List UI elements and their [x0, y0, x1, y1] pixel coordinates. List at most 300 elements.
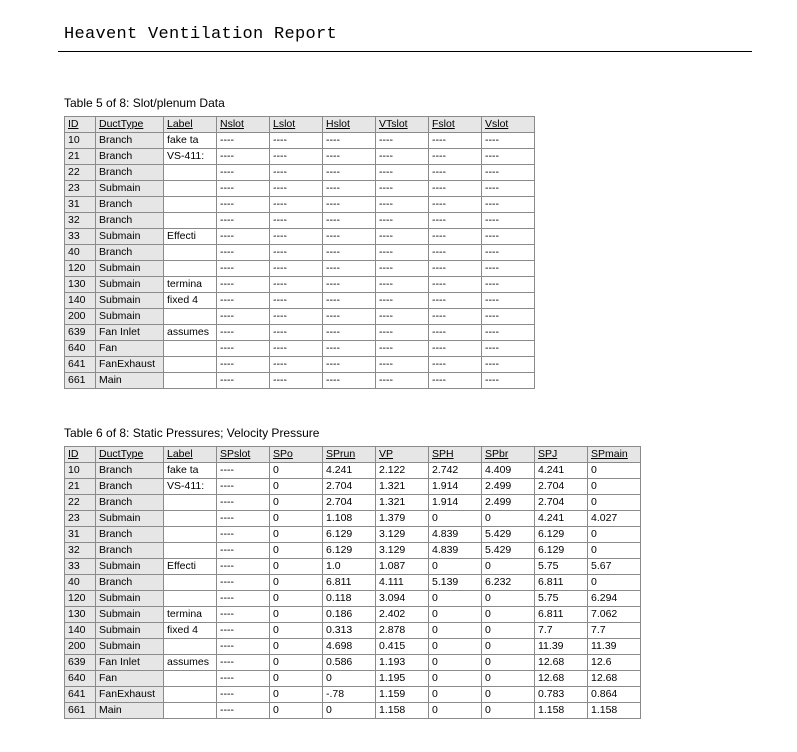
- cell-vslot: ----: [482, 149, 535, 165]
- cell-spbr: 0: [482, 703, 535, 719]
- cell-ducttype: Branch: [96, 165, 164, 181]
- cell-ducttype: Branch: [96, 527, 164, 543]
- cell-spo: 0: [270, 591, 323, 607]
- cell-label: [164, 591, 217, 607]
- cell-vtslot: ----: [376, 213, 429, 229]
- cell-vp: 1.159: [376, 687, 429, 703]
- cell-vslot: ----: [482, 197, 535, 213]
- cell-label: [164, 357, 217, 373]
- cell-spo: 0: [270, 655, 323, 671]
- column-header-vslot: Vslot: [482, 117, 535, 133]
- cell-fslot: ----: [429, 357, 482, 373]
- cell-id: 640: [65, 341, 96, 357]
- cell-label: VS-411:: [164, 149, 217, 165]
- table-row: [65, 325, 535, 341]
- cell-vslot: ----: [482, 357, 535, 373]
- cell-spo: 0: [270, 639, 323, 655]
- cell-spslot: ----: [217, 623, 270, 639]
- cell-ducttype: Branch: [96, 543, 164, 559]
- cell-nslot: ----: [217, 277, 270, 293]
- cell-fslot: ----: [429, 341, 482, 357]
- table-row: [65, 639, 641, 655]
- cell-ducttype: Branch: [96, 149, 164, 165]
- cell-spj: 6.811: [535, 607, 588, 623]
- cell-lslot: ----: [270, 133, 323, 149]
- cell-vtslot: ----: [376, 149, 429, 165]
- cell-ducttype: Submain: [96, 293, 164, 309]
- cell-sph: 5.139: [429, 575, 482, 591]
- column-header-spbr: SPbr: [482, 447, 535, 463]
- cell-label: assumes: [164, 655, 217, 671]
- cell-ducttype: Branch: [96, 479, 164, 495]
- cell-ducttype: Fan Inlet: [96, 325, 164, 341]
- cell-id: 661: [65, 373, 96, 389]
- table-row: [65, 575, 641, 591]
- cell-sph: 4.839: [429, 543, 482, 559]
- cell-sprun: 1.108: [323, 511, 376, 527]
- cell-id: 200: [65, 309, 96, 325]
- cell-id: 130: [65, 277, 96, 293]
- cell-sprun: 2.704: [323, 479, 376, 495]
- cell-vslot: ----: [482, 325, 535, 341]
- cell-sph: 0: [429, 511, 482, 527]
- cell-sph: 0: [429, 671, 482, 687]
- cell-id: 40: [65, 245, 96, 261]
- cell-ducttype: Fan Inlet: [96, 655, 164, 671]
- column-header-id: ID: [65, 447, 96, 463]
- cell-vtslot: ----: [376, 181, 429, 197]
- table-row: [65, 543, 641, 559]
- column-header-fslot: Fslot: [429, 117, 482, 133]
- cell-spj: 5.75: [535, 559, 588, 575]
- cell-spslot: ----: [217, 511, 270, 527]
- cell-lslot: ----: [270, 325, 323, 341]
- cell-label: [164, 639, 217, 655]
- cell-vslot: ----: [482, 213, 535, 229]
- cell-lslot: ----: [270, 261, 323, 277]
- cell-sprun: 0.586: [323, 655, 376, 671]
- cell-lslot: ----: [270, 341, 323, 357]
- table-row: [65, 655, 641, 671]
- cell-id: 639: [65, 655, 96, 671]
- cell-hslot: ----: [323, 293, 376, 309]
- cell-fslot: ----: [429, 293, 482, 309]
- cell-spmain: 12.68: [588, 671, 641, 687]
- cell-vslot: ----: [482, 245, 535, 261]
- cell-label: [164, 373, 217, 389]
- cell-spbr: 4.409: [482, 463, 535, 479]
- cell-id: 120: [65, 591, 96, 607]
- cell-spbr: 0: [482, 511, 535, 527]
- cell-id: 120: [65, 261, 96, 277]
- cell-vp: 2.402: [376, 607, 429, 623]
- cell-label: [164, 341, 217, 357]
- cell-spj: 4.241: [535, 463, 588, 479]
- cell-lslot: ----: [270, 373, 323, 389]
- cell-spslot: ----: [217, 687, 270, 703]
- cell-label: [164, 495, 217, 511]
- cell-spbr: 0: [482, 655, 535, 671]
- table-row: [65, 671, 641, 687]
- column-header-ducttype: DuctType: [96, 117, 164, 133]
- cell-label: [164, 671, 217, 687]
- cell-spmain: 1.158: [588, 703, 641, 719]
- cell-vtslot: ----: [376, 197, 429, 213]
- cell-hslot: ----: [323, 261, 376, 277]
- cell-nslot: ----: [217, 197, 270, 213]
- cell-id: 22: [65, 165, 96, 181]
- column-header-sph: SPH: [429, 447, 482, 463]
- cell-spj: 12.68: [535, 655, 588, 671]
- cell-sph: 1.914: [429, 479, 482, 495]
- cell-spj: 7.7: [535, 623, 588, 639]
- cell-vtslot: ----: [376, 309, 429, 325]
- cell-ducttype: Branch: [96, 197, 164, 213]
- table-row: [65, 181, 535, 197]
- cell-id: 140: [65, 623, 96, 639]
- column-header-sprun: SPrun: [323, 447, 376, 463]
- cell-id: 200: [65, 639, 96, 655]
- cell-spslot: ----: [217, 559, 270, 575]
- cell-fslot: ----: [429, 197, 482, 213]
- column-header-vp: VP: [376, 447, 429, 463]
- cell-ducttype: Submain: [96, 261, 164, 277]
- table-row: [65, 607, 641, 623]
- cell-vslot: ----: [482, 133, 535, 149]
- cell-label: fake ta: [164, 463, 217, 479]
- cell-vp: 0.415: [376, 639, 429, 655]
- table-header-row: [65, 447, 641, 463]
- cell-spmain: 0: [588, 543, 641, 559]
- cell-vtslot: ----: [376, 277, 429, 293]
- table-row: [65, 277, 535, 293]
- cell-nslot: ----: [217, 309, 270, 325]
- cell-spslot: ----: [217, 479, 270, 495]
- column-header-id: ID: [65, 117, 96, 133]
- column-header-label: Label: [164, 447, 217, 463]
- cell-ducttype: Submain: [96, 229, 164, 245]
- cell-lslot: ----: [270, 293, 323, 309]
- cell-vp: 3.129: [376, 543, 429, 559]
- cell-label: [164, 181, 217, 197]
- table-header-row: [65, 117, 535, 133]
- cell-ducttype: Branch: [96, 213, 164, 229]
- cell-sprun: 1.0: [323, 559, 376, 575]
- cell-hslot: ----: [323, 245, 376, 261]
- cell-lslot: ----: [270, 245, 323, 261]
- column-header-hslot: Hslot: [323, 117, 376, 133]
- cell-vtslot: ----: [376, 341, 429, 357]
- slot-plenum-table: [64, 116, 535, 389]
- table-row: [65, 133, 535, 149]
- cell-vp: 1.158: [376, 703, 429, 719]
- cell-ducttype: Submain: [96, 511, 164, 527]
- table-row: [65, 165, 535, 181]
- cell-sph: 4.839: [429, 527, 482, 543]
- cell-hslot: ----: [323, 149, 376, 165]
- cell-lslot: ----: [270, 357, 323, 373]
- cell-vtslot: ----: [376, 165, 429, 181]
- cell-nslot: ----: [217, 245, 270, 261]
- cell-vslot: ----: [482, 165, 535, 181]
- cell-hslot: ----: [323, 165, 376, 181]
- cell-vslot: ----: [482, 293, 535, 309]
- cell-spmain: 0.864: [588, 687, 641, 703]
- table-row: [65, 687, 641, 703]
- cell-ducttype: Branch: [96, 575, 164, 591]
- cell-spslot: ----: [217, 543, 270, 559]
- table-row: [65, 229, 535, 245]
- cell-spslot: ----: [217, 527, 270, 543]
- cell-vp: 1.195: [376, 671, 429, 687]
- cell-nslot: ----: [217, 341, 270, 357]
- cell-spo: 0: [270, 687, 323, 703]
- cell-sprun: 0.313: [323, 623, 376, 639]
- table-row: [65, 261, 535, 277]
- column-header-spslot: SPslot: [217, 447, 270, 463]
- cell-spbr: 0: [482, 559, 535, 575]
- cell-label: [164, 197, 217, 213]
- cell-spmain: 4.027: [588, 511, 641, 527]
- table-row: [65, 479, 641, 495]
- cell-vtslot: ----: [376, 261, 429, 277]
- cell-id: 641: [65, 357, 96, 373]
- cell-vslot: ----: [482, 341, 535, 357]
- cell-spmain: 0: [588, 495, 641, 511]
- cell-spmain: 0: [588, 575, 641, 591]
- table-row: [65, 495, 641, 511]
- cell-hslot: ----: [323, 229, 376, 245]
- cell-nslot: ----: [217, 149, 270, 165]
- cell-id: 23: [65, 511, 96, 527]
- cell-spbr: 5.429: [482, 527, 535, 543]
- cell-vslot: ----: [482, 181, 535, 197]
- cell-spslot: ----: [217, 671, 270, 687]
- cell-hslot: ----: [323, 357, 376, 373]
- cell-spo: 0: [270, 543, 323, 559]
- cell-sprun: 0: [323, 671, 376, 687]
- title-divider: [58, 51, 752, 52]
- cell-ducttype: Submain: [96, 607, 164, 623]
- cell-nslot: ----: [217, 165, 270, 181]
- cell-label: [164, 213, 217, 229]
- cell-sph: 2.742: [429, 463, 482, 479]
- cell-vtslot: ----: [376, 229, 429, 245]
- table5-caption: Table 5 of 8: Slot/plenum Data: [64, 96, 225, 110]
- cell-label: termina: [164, 607, 217, 623]
- cell-hslot: ----: [323, 309, 376, 325]
- cell-vp: 1.379: [376, 511, 429, 527]
- table-row: [65, 293, 535, 309]
- table-row: [65, 373, 535, 389]
- cell-spj: 6.129: [535, 527, 588, 543]
- cell-spj: 11.39: [535, 639, 588, 655]
- cell-spbr: 2.499: [482, 479, 535, 495]
- cell-label: [164, 309, 217, 325]
- cell-ducttype: Submain: [96, 309, 164, 325]
- cell-label: [164, 527, 217, 543]
- cell-ducttype: Submain: [96, 181, 164, 197]
- cell-spbr: 0: [482, 607, 535, 623]
- cell-vslot: ----: [482, 277, 535, 293]
- cell-id: 33: [65, 229, 96, 245]
- cell-nslot: ----: [217, 261, 270, 277]
- table6-caption: Table 6 of 8: Static Pressures; Velocity Pressure: [64, 426, 320, 440]
- cell-ducttype: Main: [96, 373, 164, 389]
- cell-label: [164, 261, 217, 277]
- table-row: [65, 309, 535, 325]
- cell-spj: 6.811: [535, 575, 588, 591]
- cell-ducttype: Branch: [96, 133, 164, 149]
- cell-nslot: ----: [217, 325, 270, 341]
- cell-spo: 0: [270, 623, 323, 639]
- cell-label: assumes: [164, 325, 217, 341]
- cell-lslot: ----: [270, 309, 323, 325]
- table-row: [65, 559, 641, 575]
- cell-spmain: 0: [588, 463, 641, 479]
- cell-vslot: ----: [482, 309, 535, 325]
- cell-lslot: ----: [270, 149, 323, 165]
- cell-fslot: ----: [429, 261, 482, 277]
- report-title: Heavent Ventilation Report: [64, 25, 338, 44]
- cell-ducttype: Branch: [96, 495, 164, 511]
- cell-ducttype: Branch: [96, 463, 164, 479]
- cell-ducttype: Submain: [96, 591, 164, 607]
- cell-spmain: 12.6: [588, 655, 641, 671]
- cell-spbr: 0: [482, 591, 535, 607]
- cell-nslot: ----: [217, 373, 270, 389]
- cell-id: 32: [65, 213, 96, 229]
- table-row: [65, 149, 535, 165]
- cell-vp: 1.321: [376, 479, 429, 495]
- cell-spmain: 7.062: [588, 607, 641, 623]
- cell-spo: 0: [270, 607, 323, 623]
- cell-id: 10: [65, 133, 96, 149]
- cell-id: 31: [65, 197, 96, 213]
- cell-id: 21: [65, 479, 96, 495]
- cell-fslot: ----: [429, 133, 482, 149]
- cell-spmain: 11.39: [588, 639, 641, 655]
- cell-fslot: ----: [429, 213, 482, 229]
- cell-vtslot: ----: [376, 133, 429, 149]
- cell-label: fixed 4: [164, 293, 217, 309]
- cell-ducttype: Submain: [96, 277, 164, 293]
- cell-fslot: ----: [429, 325, 482, 341]
- cell-spmain: 0: [588, 479, 641, 495]
- cell-hslot: ----: [323, 373, 376, 389]
- cell-spj: 2.704: [535, 479, 588, 495]
- cell-spbr: 0: [482, 639, 535, 655]
- cell-sph: 0: [429, 607, 482, 623]
- cell-vtslot: ----: [376, 325, 429, 341]
- cell-spslot: ----: [217, 703, 270, 719]
- cell-hslot: ----: [323, 277, 376, 293]
- cell-lslot: ----: [270, 229, 323, 245]
- cell-id: 10: [65, 463, 96, 479]
- cell-nslot: ----: [217, 293, 270, 309]
- table-row: [65, 197, 535, 213]
- cell-vtslot: ----: [376, 357, 429, 373]
- cell-label: [164, 511, 217, 527]
- cell-ducttype: Fan: [96, 341, 164, 357]
- cell-fslot: ----: [429, 309, 482, 325]
- cell-id: 23: [65, 181, 96, 197]
- cell-sph: 0: [429, 559, 482, 575]
- cell-spbr: 2.499: [482, 495, 535, 511]
- cell-vslot: ----: [482, 229, 535, 245]
- table-row: [65, 357, 535, 373]
- cell-sprun: 0.186: [323, 607, 376, 623]
- cell-spo: 0: [270, 495, 323, 511]
- cell-spbr: 6.232: [482, 575, 535, 591]
- cell-vp: 1.321: [376, 495, 429, 511]
- table-row: [65, 213, 535, 229]
- cell-spmain: 7.7: [588, 623, 641, 639]
- table-row: [65, 245, 535, 261]
- cell-spo: 0: [270, 559, 323, 575]
- cell-nslot: ----: [217, 229, 270, 245]
- cell-label: fixed 4: [164, 623, 217, 639]
- cell-spj: 4.241: [535, 511, 588, 527]
- cell-lslot: ----: [270, 213, 323, 229]
- cell-fslot: ----: [429, 229, 482, 245]
- column-header-vtslot: VTslot: [376, 117, 429, 133]
- cell-ducttype: FanExhaust: [96, 357, 164, 373]
- cell-label: [164, 687, 217, 703]
- cell-sprun: 6.129: [323, 527, 376, 543]
- cell-vp: 4.111: [376, 575, 429, 591]
- cell-vp: 1.193: [376, 655, 429, 671]
- cell-label: [164, 245, 217, 261]
- table-row: [65, 463, 641, 479]
- cell-vtslot: ----: [376, 373, 429, 389]
- cell-spbr: 0: [482, 671, 535, 687]
- cell-vslot: ----: [482, 373, 535, 389]
- cell-hslot: ----: [323, 213, 376, 229]
- cell-vp: 3.129: [376, 527, 429, 543]
- table-row: [65, 703, 641, 719]
- cell-nslot: ----: [217, 213, 270, 229]
- cell-spo: 0: [270, 527, 323, 543]
- cell-id: 640: [65, 671, 96, 687]
- cell-sprun: 0: [323, 703, 376, 719]
- column-header-ducttype: DuctType: [96, 447, 164, 463]
- cell-ducttype: Branch: [96, 245, 164, 261]
- cell-lslot: ----: [270, 277, 323, 293]
- cell-spo: 0: [270, 671, 323, 687]
- cell-id: 22: [65, 495, 96, 511]
- cell-hslot: ----: [323, 341, 376, 357]
- cell-spslot: ----: [217, 575, 270, 591]
- cell-vp: 3.094: [376, 591, 429, 607]
- cell-sph: 0: [429, 591, 482, 607]
- cell-spmain: 5.67: [588, 559, 641, 575]
- cell-sprun: 6.811: [323, 575, 376, 591]
- cell-spj: 2.704: [535, 495, 588, 511]
- column-header-nslot: Nslot: [217, 117, 270, 133]
- cell-id: 40: [65, 575, 96, 591]
- cell-ducttype: Fan: [96, 671, 164, 687]
- cell-spslot: ----: [217, 607, 270, 623]
- cell-fslot: ----: [429, 165, 482, 181]
- cell-id: 31: [65, 527, 96, 543]
- cell-sprun: 0.118: [323, 591, 376, 607]
- cell-fslot: ----: [429, 277, 482, 293]
- cell-vp: 2.878: [376, 623, 429, 639]
- cell-sph: 0: [429, 703, 482, 719]
- cell-sprun: 4.241: [323, 463, 376, 479]
- cell-vtslot: ----: [376, 245, 429, 261]
